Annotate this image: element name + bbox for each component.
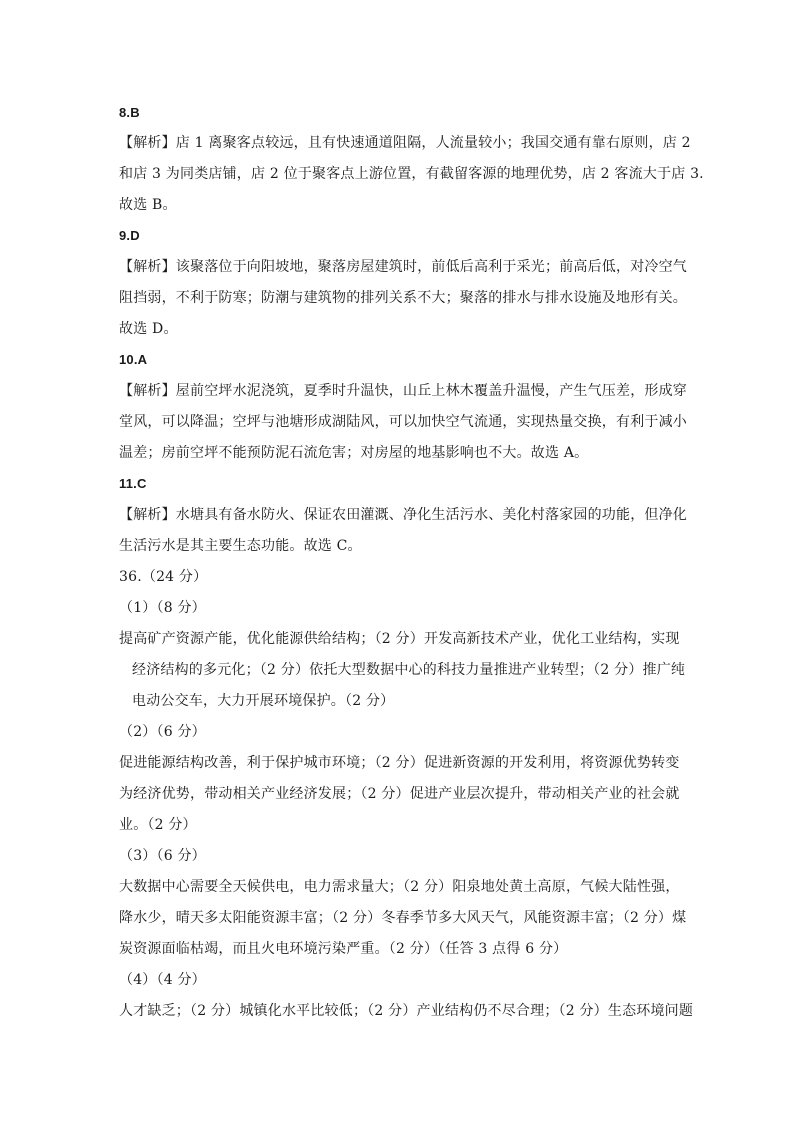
q36-part4-line-1: 人才缺乏；（2 分）城镇化水平比较低；（2 分）产业结构仍不尽合理；（2 分）生态环境问题: [119, 1003, 694, 1019]
q36-part1-line-2: 经济结构的多元化；（2 分）依托大型数据中心的科技力量推进产业转型；（2 分）推广纯: [132, 662, 686, 678]
q8-answer: 8.B: [119, 105, 140, 120]
q36-part3-line-1: 大数据中心需要全天候供电，电力需求量大；（2 分）阳泉地处黄土高原，气候大陆性强，: [119, 879, 680, 895]
q36-part3-title: （3）（6 分）: [119, 848, 206, 864]
q36-part3-line-3: 炭资源面临枯竭，而且火电环境污染严重。（2 分）（任答 3 点得 6 分）: [119, 941, 568, 957]
q9-analysis-line-3: 故选 D。: [119, 321, 178, 337]
q10-analysis-line-3: 温差；房前空坪不能预防泥石流危害；对房屋的地基影响也不大。故选 A。: [119, 445, 589, 461]
q8-analysis-line-2: 和店 3 为同类店铺，店 2 位于聚客点上游位置，有截留客源的地理优势，店 2 客流大于店 3.: [119, 166, 704, 182]
q36-part2-line-1: 促进能源结构改善，利于保护城市环境；（2 分）促进新资源的开发利用，将资源优势转变: [119, 755, 680, 771]
q11-analysis-line-1: 【解析】水塘具有备水防火、保证农田灌溉、净化生活污水、美化村落家园的功能，但净化: [119, 507, 687, 523]
q11-answer: 11.C: [119, 476, 147, 491]
q36-part1-line-1: 提高矿产资源产能，优化能源供给结构；（2 分）开发高新技术产业，优化工业结构，实现: [119, 631, 680, 647]
q8-analysis-line-3: 故选 B。: [119, 197, 177, 213]
q8-analysis-line-1: 【解析】店 1 离聚客点较远，且有快速通道阻隔，人流量较小；我国交通有靠右原则，店 2: [119, 135, 691, 151]
q36-part4-title: （4）（4 分）: [119, 972, 206, 988]
q36-part2-title: （2）（6 分）: [119, 724, 206, 740]
q10-analysis-line-2: 堂风，可以降温；空坪与池塘形成湖陆风，可以加快空气流通，实现热量交换，有利于减小: [119, 414, 687, 430]
q9-answer: 9.D: [119, 228, 140, 243]
q9-analysis-line-1: 【解析】该聚落位于向阳坡地，聚落房屋建筑时，前低后高利于采光；前高后低，对冷空气: [119, 259, 687, 275]
q36-part1-line-3: 电动公交车，大力开展环境保护。（2 分）: [132, 693, 395, 709]
q36-title: 36.（24 分）: [119, 569, 208, 585]
q9-analysis-line-2: 阻挡弱，不利于防寒；防潮与建筑物的排列关系不大；聚落的排水与排水设施及地形有关。: [119, 290, 687, 306]
q36-part3-line-2: 降水少，晴天多太阳能资源丰富；（2 分）冬春季节多大风天气，风能资源丰富；（2 分）煤: [119, 910, 687, 926]
q10-analysis-line-1: 【解析】屋前空坪水泥浇筑，夏季时升温快，山丘上林木覆盖升温慢，产生气压差，形成穿: [119, 383, 687, 399]
q10-answer: 10.A: [119, 352, 148, 367]
q11-analysis-line-2: 生活污水是其主要生态功能。故选 C。: [119, 538, 362, 554]
q36-part2-line-3: 业。（2 分）: [119, 817, 197, 833]
q36-part2-line-2: 为经济优势，带动相关产业经济发展；（2 分）促进产业层次提升，带动相关产业的社会就: [119, 786, 680, 802]
q36-part1-title: （1）（8 分）: [119, 600, 206, 616]
